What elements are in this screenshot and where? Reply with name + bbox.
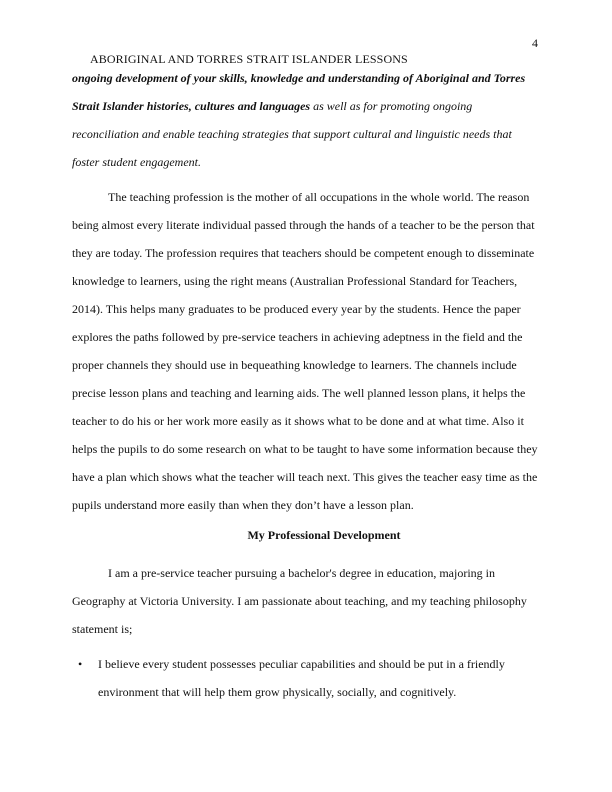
paragraph-line: they are today. The profession requires that teachers should be competent enough to disseminate — [72, 246, 535, 260]
page-number: 4 — [532, 36, 538, 50]
paragraph-line: helps the pupils to do some research on what to be taught to have some information because they — [72, 442, 538, 456]
paragraph-line: have a plan which shows what the teacher will teach next. This gives the teacher easy time as the — [72, 470, 538, 484]
bullet-icon: • — [78, 657, 83, 671]
paragraph-line: 2014). This helps many graduates to be produced every year by the students. Hence the paper — [72, 302, 521, 316]
intro-paragraph — [72, 64, 542, 176]
paragraph-line: precise lesson plans and teaching and learning aids. The well planned lesson plans, it helps the — [72, 386, 526, 400]
philosophy-bullet-list — [72, 650, 542, 706]
paragraph-line: I am a pre-service teacher pursuing a bachelor's degree in education, majoring in — [108, 566, 495, 580]
intro-bold-line: ongoing development of your skills, knowledge and understanding of Aboriginal and Torres — [72, 71, 526, 85]
paragraph-line: explores the paths followed by pre-service teachers in achieving adeptness in the field and the — [72, 330, 523, 344]
intro-bold-phrase: Strait Islander histories, cultures and languages — [72, 99, 311, 113]
paragraph-line: knowledge to learners, using the right means (Australian Professional Standard for Teachers, — [72, 274, 518, 288]
paragraph-line: statement is; — [72, 622, 133, 636]
paragraph-line: being almost every literate individual passed through the hands of a teacher to be the person that — [72, 218, 535, 232]
bullet-line: I believe every student possesses peculiar capabilities and should be put in a friendly — [98, 657, 505, 671]
paragraph-line: The teaching profession is the mother of all occupations in the whole world. The reason — [108, 190, 530, 204]
section-heading: My Professional Development — [247, 528, 401, 542]
list-item — [72, 650, 542, 706]
professional-development-paragraph — [72, 559, 542, 643]
paragraph-line: pupils understand more easily than when they don’t have a lesson plan. — [72, 498, 414, 512]
running-head: ABORIGINAL AND TORRES STRAIT ISLANDER LESSONS — [90, 52, 408, 66]
paragraph-line: proper channels they should use in bequeathing knowledge to learners. The channels include — [72, 358, 517, 372]
intro-italic-phrase: as well as for promoting ongoing — [310, 99, 473, 113]
teaching-profession-paragraph — [72, 183, 542, 519]
intro-italic-line: reconciliation and enable teaching strategies that support cultural and linguistic needs that — [72, 127, 512, 141]
paragraph-line: Geography at Victoria University. I am passionate about teaching, and my teaching philosophy — [72, 594, 527, 608]
bullet-line: environment that will help them grow physically, socially, and cognitively. — [98, 685, 457, 699]
paragraph-line: teacher to do his or her work more easily as it shows what to be done and at what time. Also it — [72, 414, 524, 428]
intro-italic-line: foster student engagement. — [72, 155, 201, 169]
